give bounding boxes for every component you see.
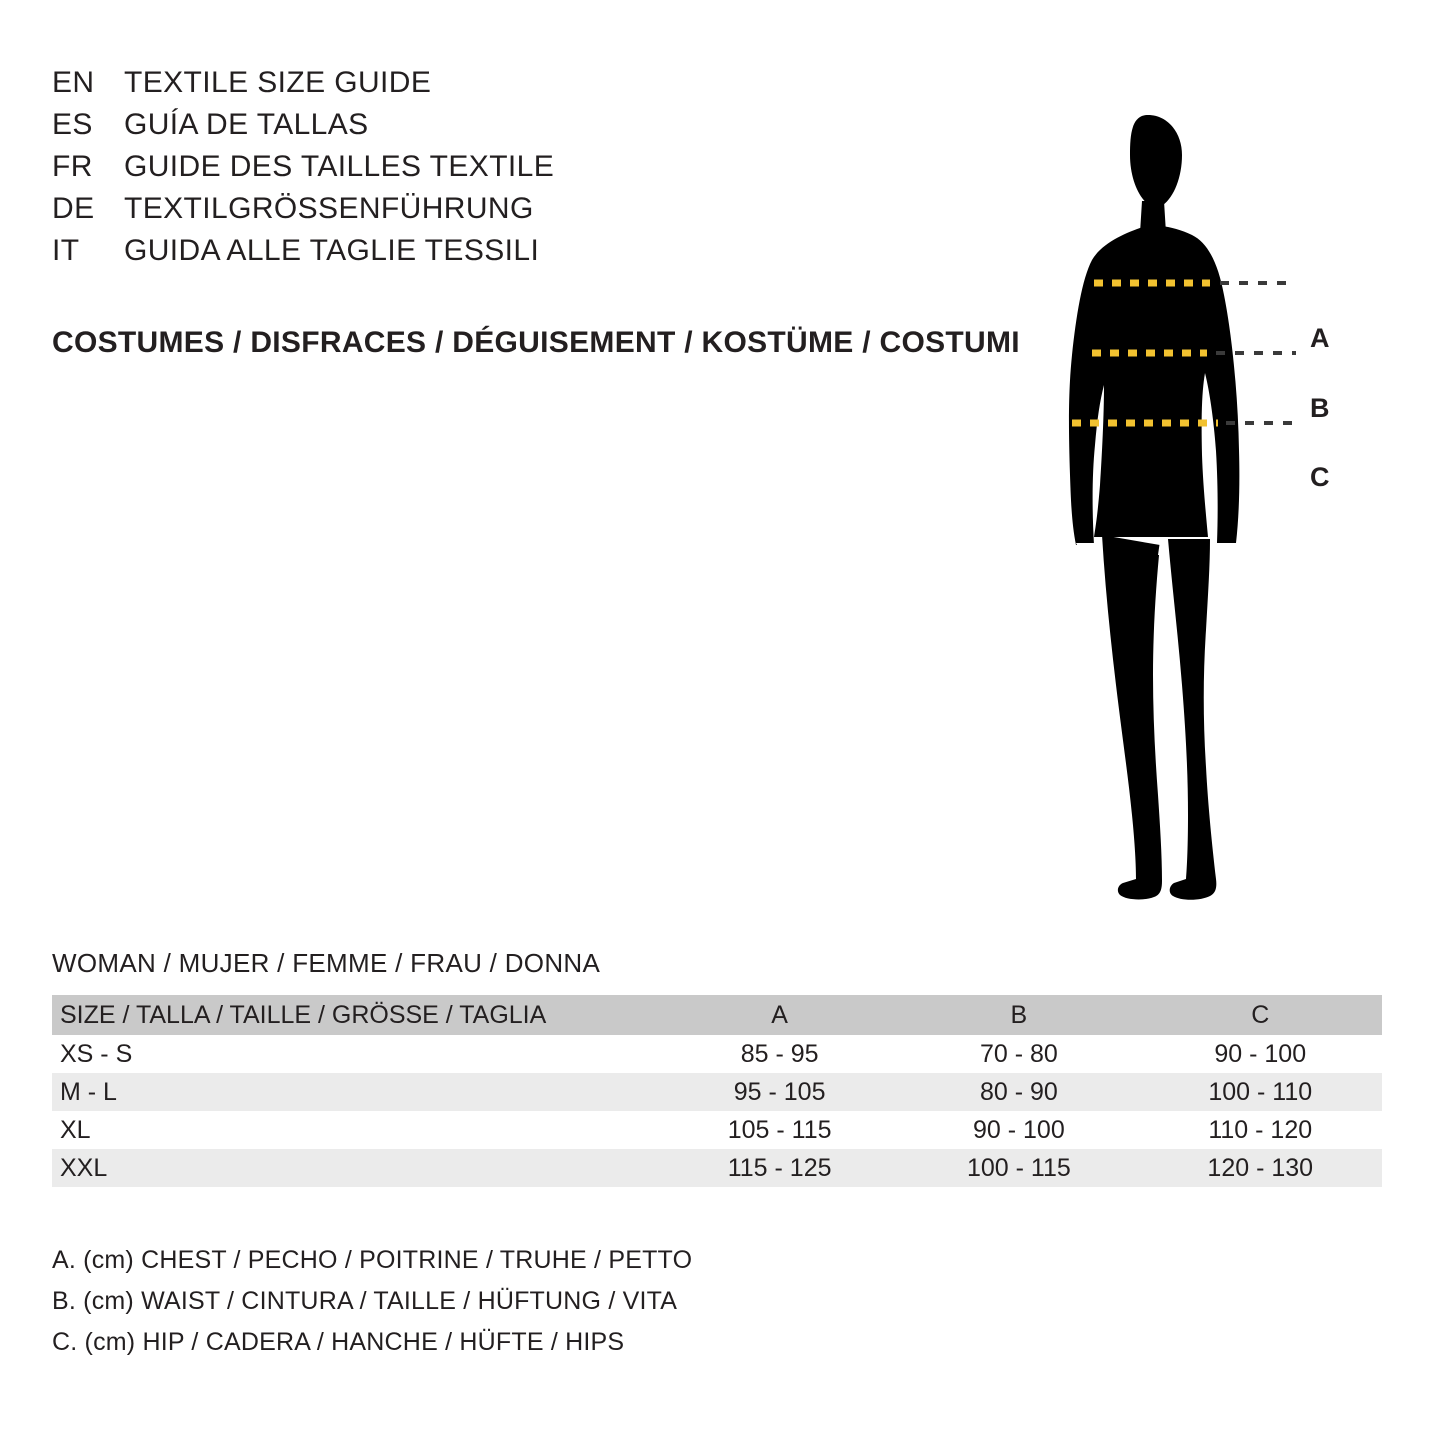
cell-c: 110 - 120 (1139, 1111, 1383, 1149)
marker-label-a: A (1310, 323, 1330, 353)
language-row-fr (52, 150, 1002, 192)
language-text-it: GUIDA ALLE TAGLIE TESSILI (124, 234, 540, 267)
language-row-es (52, 108, 1002, 150)
cell-size: M - L (52, 1073, 660, 1111)
column-header-a: A (660, 995, 899, 1035)
measurement-legend (52, 1240, 692, 1363)
woman-silhouette-icon (1010, 55, 1410, 905)
column-header-c: C (1139, 995, 1383, 1035)
language-code-en: EN (52, 66, 95, 99)
language-text-fr: GUIDE DES TAILLES TEXTILE (124, 150, 555, 183)
cell-b: 80 - 90 (899, 1073, 1138, 1111)
language-code-es: ES (52, 108, 93, 141)
language-code-de: DE (52, 192, 95, 225)
table-caption: WOMAN / MUJER / FEMME / FRAU / DONNA (52, 948, 601, 978)
legend-item-a: A. (cm) CHEST / PECHO / POITRINE / TRUHE / PETTO (52, 1246, 693, 1274)
table-row (52, 1111, 1382, 1149)
silhouette-figure (1010, 55, 1410, 905)
language-list (52, 66, 1002, 276)
column-header-b: B (899, 995, 1138, 1035)
cell-a: 115 - 125 (660, 1149, 899, 1187)
marker-label-c: C (1310, 462, 1330, 492)
cell-size: XS - S (52, 1035, 660, 1073)
language-row-it (52, 234, 1002, 276)
cell-a: 105 - 115 (660, 1111, 899, 1149)
table-header-row (52, 995, 1382, 1035)
column-header-size: SIZE / TALLA / TAILLE / GRÖSSE / TAGLIA (52, 995, 660, 1035)
language-row-de (52, 192, 1002, 234)
cell-b: 90 - 100 (899, 1111, 1138, 1149)
cell-c: 90 - 100 (1139, 1035, 1383, 1073)
language-text-de: TEXTILGRÖSSENFÜHRUNG (124, 192, 534, 225)
language-code-fr: FR (52, 150, 93, 183)
table-row (52, 1073, 1382, 1111)
language-row-en (52, 66, 1002, 108)
table-row (52, 1149, 1382, 1187)
cell-c: 120 - 130 (1139, 1149, 1383, 1187)
legend-item-c: C. (cm) HIP / CADERA / HANCHE / HÜFTE / HIPS (52, 1328, 625, 1356)
cell-b: 70 - 80 (899, 1035, 1138, 1073)
language-text-es: GUÍA DE TALLAS (124, 108, 369, 141)
marker-label-b: B (1310, 393, 1330, 423)
language-text-en: TEXTILE SIZE GUIDE (124, 66, 432, 99)
size-table-section (52, 948, 1382, 1187)
cell-a: 85 - 95 (660, 1035, 899, 1073)
cell-size: XXL (52, 1149, 660, 1187)
language-code-it: IT (52, 234, 80, 267)
size-table (52, 995, 1382, 1187)
legend-item-b: B. (cm) WAIST / CINTURA / TAILLE / HÜFTUNG / VITA (52, 1287, 678, 1315)
category-title: COSTUMES / DISFRACES / DÉGUISEMENT / KOSTÜME / COSTUMI (52, 326, 1020, 359)
cell-size: XL (52, 1111, 660, 1149)
cell-c: 100 - 110 (1139, 1073, 1383, 1111)
table-row (52, 1035, 1382, 1073)
cell-a: 95 - 105 (660, 1073, 899, 1111)
cell-b: 100 - 115 (899, 1149, 1138, 1187)
